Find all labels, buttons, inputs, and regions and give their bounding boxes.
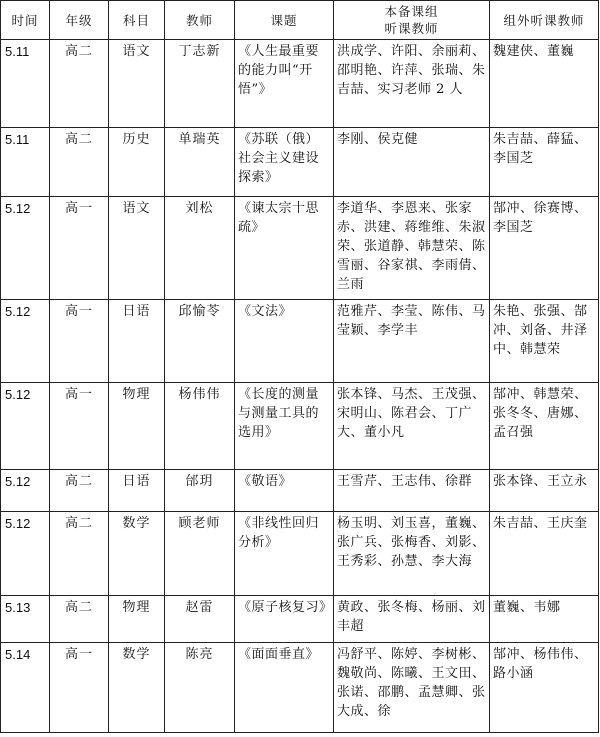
- cell-outer-teachers: 郜冲、徐赛博、李国芝: [490, 197, 599, 300]
- header-row: [1, 1, 599, 40]
- cell-subject: 日语: [109, 300, 165, 383]
- cell-subject: 物理: [109, 383, 165, 470]
- cell-outer-teachers: 张本锋、王立永: [490, 470, 599, 512]
- cell-outer-teachers: 魏建侠、董巍: [490, 40, 599, 128]
- cell-grade: 高二: [50, 512, 109, 596]
- cell-inner-teachers: 李道华、李恩来、张家赤、洪建、蒋维维、朱淑荣、张道静、韩慧荣、陈雪丽、谷家祺、李雨倩、兰雨: [334, 197, 490, 300]
- table-row: [1, 128, 599, 197]
- cell-date: 5.12: [1, 470, 50, 512]
- cell-date: 5.11: [1, 40, 50, 128]
- header-topic: 课题: [235, 1, 334, 40]
- cell-date: 5.12: [1, 383, 50, 470]
- cell-subject: 日语: [109, 470, 165, 512]
- cell-inner-teachers: 黄政、张冬梅、杨丽、刘丰超: [334, 596, 490, 643]
- cell-subject: 数学: [109, 512, 165, 596]
- cell-grade: 高一: [50, 300, 109, 383]
- cell-inner-teachers: 范雅芹、李莹、陈伟、马莹颖、李学丰: [334, 300, 490, 383]
- cell-date: 5.12: [1, 512, 50, 596]
- cell-outer-teachers: 朱吉喆、王庆奎: [490, 512, 599, 596]
- header-inner-teachers: [334, 1, 490, 40]
- table-row: [1, 383, 599, 470]
- cell-grade: 高二: [50, 470, 109, 512]
- cell-teacher: 刘松: [165, 197, 235, 300]
- cell-outer-teachers: 董巍、韦娜: [490, 596, 599, 643]
- cell-outer-teachers: 郜冲、韩慧荣、张冬冬、唐娜、孟召强: [490, 383, 599, 470]
- cell-grade: 高二: [50, 128, 109, 197]
- cell-inner-teachers: 杨玉明、刘玉喜，董巍、张广兵、张梅香、刘影、王秀彩、孙慧、李大海: [334, 512, 490, 596]
- cell-topic: 《文法》: [235, 300, 334, 383]
- cell-teacher: 陈亮: [165, 643, 235, 733]
- table-row: [1, 197, 599, 300]
- cell-topic: 《苏联（俄）社会主义建设探索》: [235, 128, 334, 197]
- header-teacher: 教师: [165, 1, 235, 40]
- cell-topic: 《面面垂直》: [235, 643, 334, 733]
- cell-topic: 《非线性回归分析》: [235, 512, 334, 596]
- cell-subject: 历史: [109, 128, 165, 197]
- table-row: [1, 512, 599, 596]
- cell-topic: 《敬语》: [235, 470, 334, 512]
- cell-teacher: 单瑞英: [165, 128, 235, 197]
- cell-inner-teachers: 冯舒平、陈婷、李树彬、魏敬尚、陈曦、王文田、张诺、邵鹏、孟慧卿、张大成、徐: [334, 643, 490, 733]
- cell-date: 5.12: [1, 197, 50, 300]
- cell-date: 5.12: [1, 300, 50, 383]
- cell-date: 5.13: [1, 596, 50, 643]
- cell-grade: 高一: [50, 197, 109, 300]
- cell-subject: 语文: [109, 40, 165, 128]
- cell-grade: 高一: [50, 383, 109, 470]
- cell-topic: 《人生最重要的能力叫“开悟”》: [235, 40, 334, 128]
- cell-outer-teachers: 郜冲、杨伟伟、路小涵: [490, 643, 599, 733]
- cell-teacher: 杨伟伟: [165, 383, 235, 470]
- cell-inner-teachers: 张本锋、马杰、王茂强、宋明山、陈君会、丁广大、董小凡: [334, 383, 490, 470]
- header-subject: 科目: [109, 1, 165, 40]
- header-outer-teachers: 组外听课教师: [490, 1, 599, 40]
- cell-teacher: 顾老师: [165, 512, 235, 596]
- table-row: [1, 40, 599, 128]
- cell-subject: 语文: [109, 197, 165, 300]
- table-row: [1, 643, 599, 733]
- cell-teacher: 邰玥: [165, 470, 235, 512]
- cell-topic: 《原子核复习》: [235, 596, 334, 643]
- cell-teacher: 丁志新: [165, 40, 235, 128]
- cell-inner-teachers: 李刚、侯克健: [334, 128, 490, 197]
- cell-subject: 数学: [109, 643, 165, 733]
- cell-topic: 《谏太宗十思疏》: [235, 197, 334, 300]
- cell-grade: 高二: [50, 596, 109, 643]
- cell-outer-teachers: 朱吉喆、薛猛、李国芝: [490, 128, 599, 197]
- table-row: [1, 596, 599, 643]
- table-row: [1, 300, 599, 383]
- cell-teacher: 邱愉苓: [165, 300, 235, 383]
- cell-inner-teachers: 王雪芹、王志伟、徐群: [334, 470, 490, 512]
- cell-outer-teachers: 朱艳、张强、郜冲、刘备、井泽中、韩慧荣: [490, 300, 599, 383]
- cell-teacher: 赵雷: [165, 596, 235, 643]
- header-time: 时间: [1, 1, 50, 40]
- cell-grade: 高一: [50, 643, 109, 733]
- cell-topic: 《长度的测量与测量工具的选用》: [235, 383, 334, 470]
- header-inner-line2: 听课教师: [384, 21, 439, 36]
- table-row: [1, 470, 599, 512]
- header-inner-line1: 本备课组: [384, 4, 439, 19]
- cell-inner-teachers: 洪成学、许阳、余丽莉、邵明艳、许萍、张瑞、朱吉喆、实习老师 2 人: [334, 40, 490, 128]
- cell-subject: 物理: [109, 596, 165, 643]
- cell-date: 5.11: [1, 128, 50, 197]
- header-grade: 年级: [50, 1, 109, 40]
- cell-date: 5.14: [1, 643, 50, 733]
- cell-grade: 高二: [50, 40, 109, 128]
